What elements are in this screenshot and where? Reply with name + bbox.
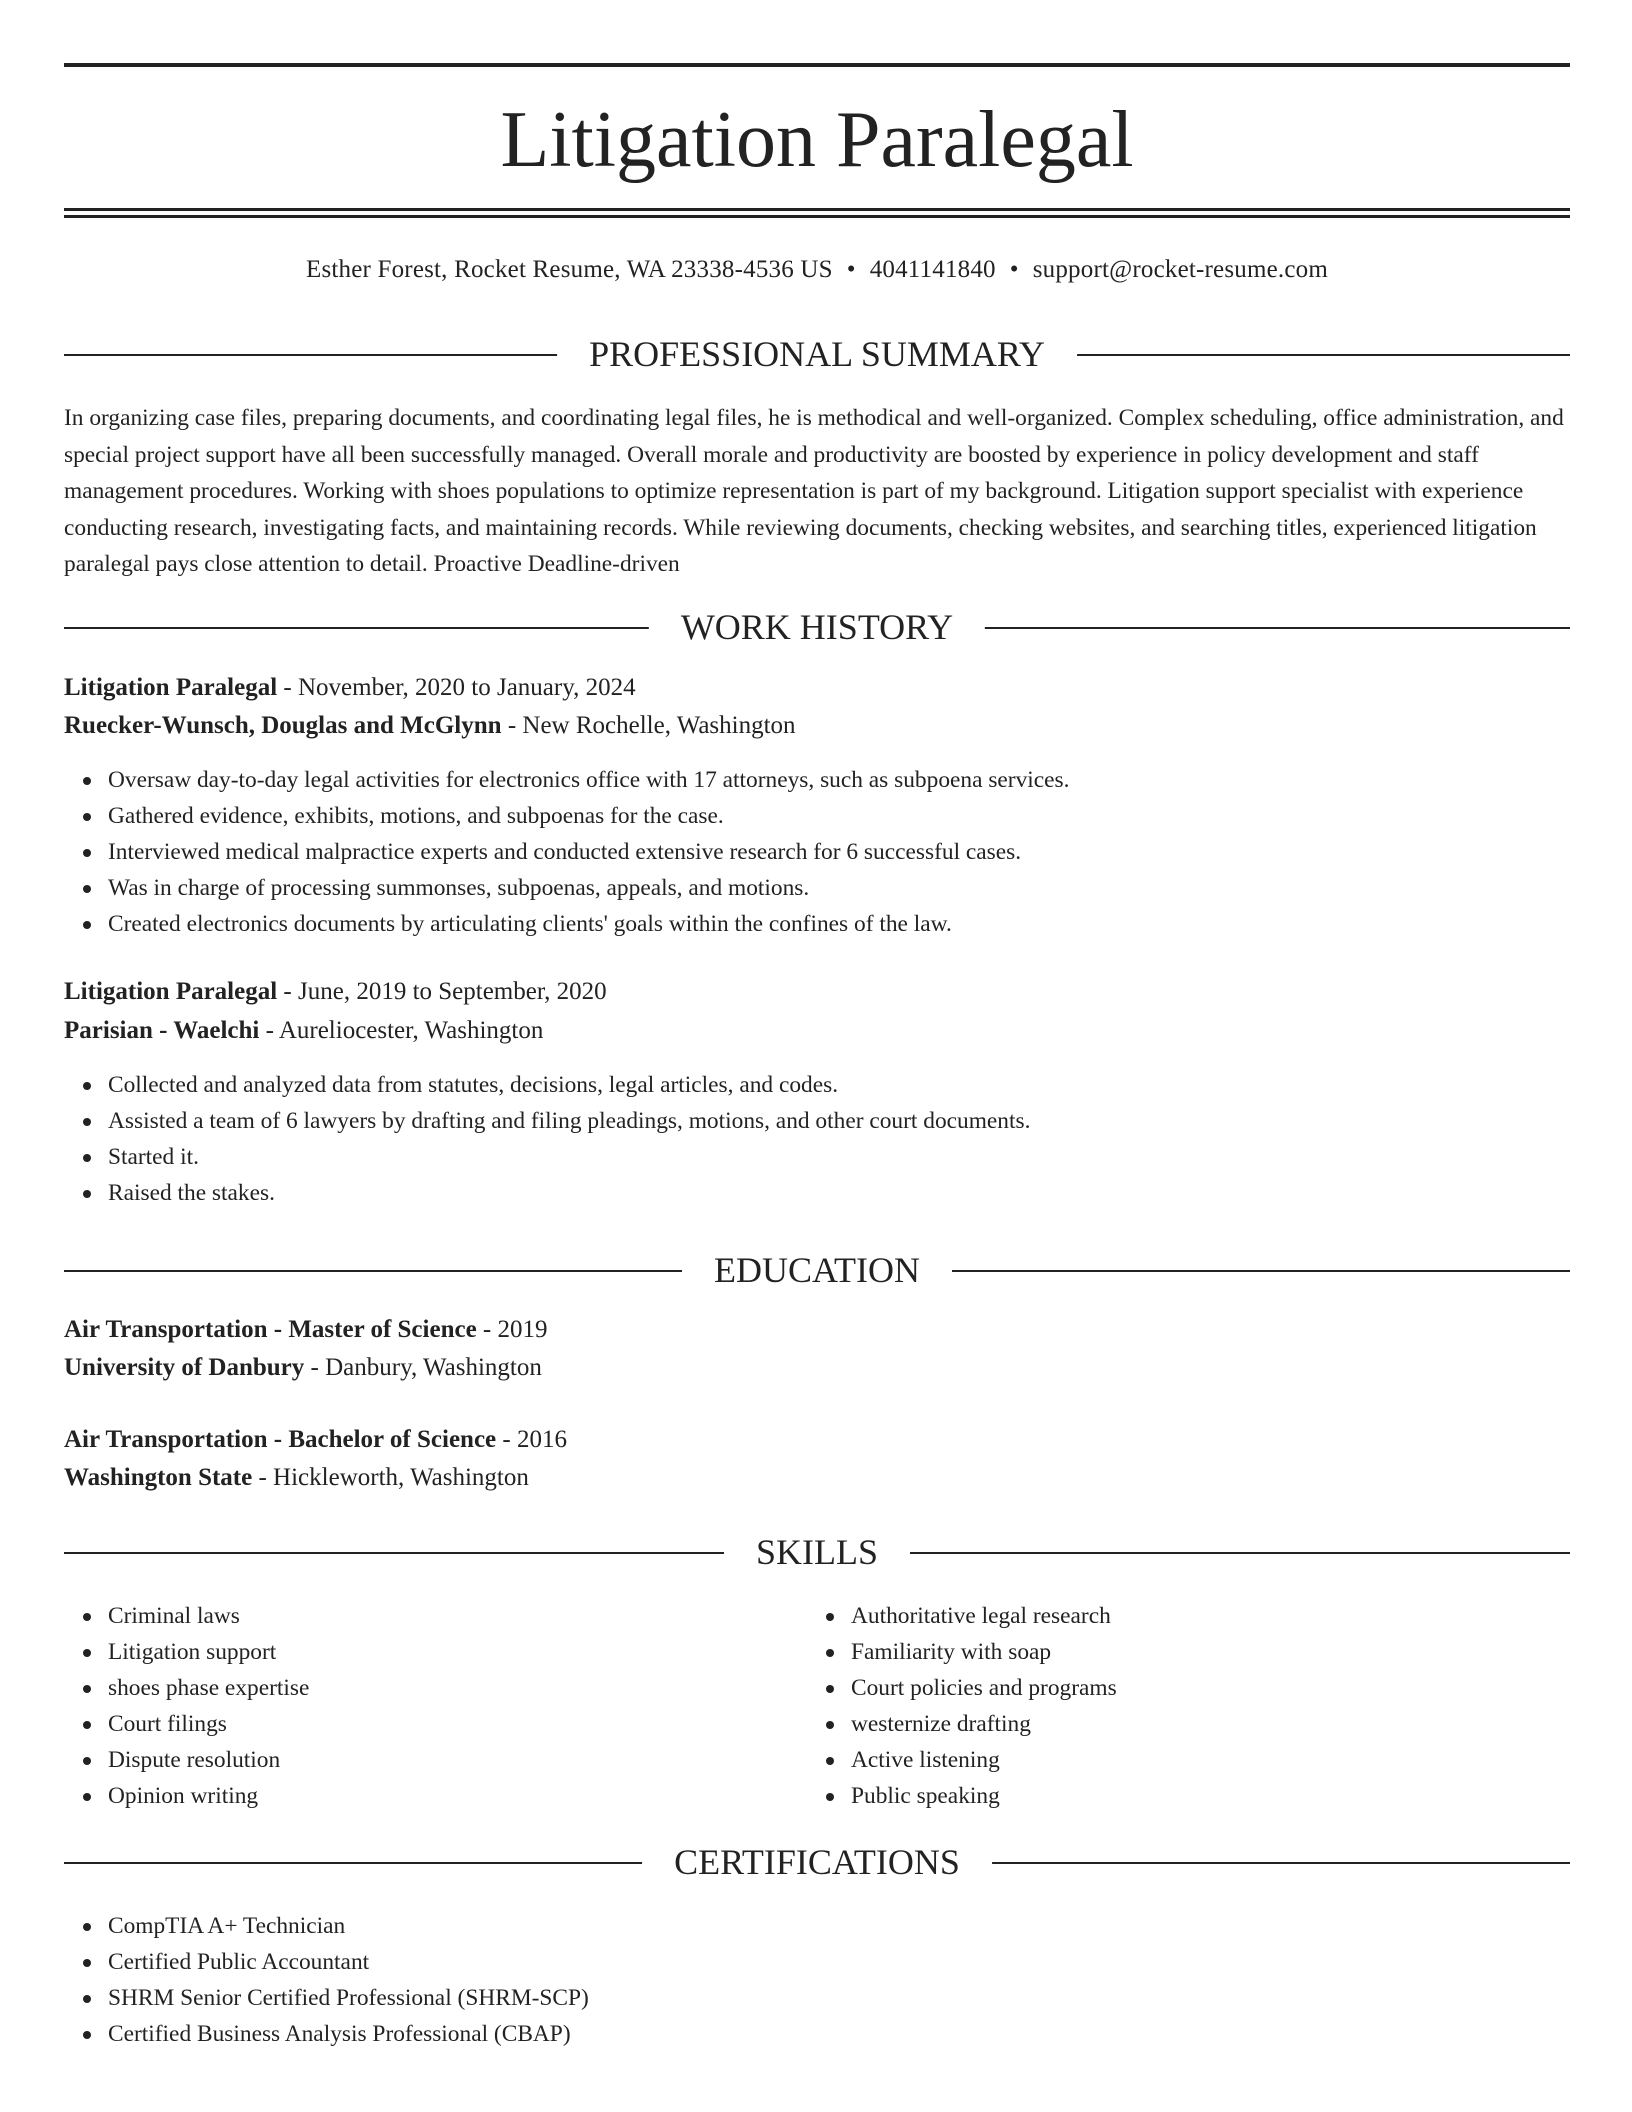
list-item: Oversaw day-to-day legal activities for electronics office with 17 attorneys, such as subpoena services. (108, 762, 1070, 798)
skill-item: westernize drafting (851, 1706, 1117, 1742)
skill-item: Court policies and programs (851, 1670, 1117, 1706)
job-company: Ruecker-Wunsch, Douglas and McGlynn (64, 712, 502, 739)
job-company-line (64, 1014, 1570, 1048)
certification-item: SHRM Senior Certified Professional (SHRM-SCP) (108, 1980, 589, 2016)
school-line (64, 1461, 1570, 1495)
summary-text: In organizing case files, preparing documents, and coordinating legal files, he is methodical and well-organized. Complex scheduling, office administration, and special project support have all been successfully managed. Overall morale and productivity are boosted by experience in policy development and staff management procedures. Working with shoes populations to optimize representation is part of my background. Litigation support specialist with experience conducting research, investigating facts, and maintaining records. While reviewing documents, checking websites, and searching titles, experienced litigation paralegal pays close attention to detail. Proactive Deadline-driven (64, 405, 1564, 577)
degree-line (64, 1313, 1570, 1347)
contact-email: support@rocket-resume.com (1032, 256, 1329, 283)
contact-address: Esther Forest, Rocket Resume, WA 23338-4536 US (305, 256, 833, 283)
skill-item: Opinion writing (108, 1778, 309, 1814)
degree-year: - 2019 (476, 1316, 548, 1343)
job-title: Litigation Paralegal (64, 674, 278, 701)
list-item: Gathered evidence, exhibits, motions, and subpoenas for the case. (108, 798, 1070, 834)
skills-heading (64, 1528, 1570, 1576)
contact-line (64, 254, 1570, 286)
degree-year: - 2016 (496, 1426, 567, 1453)
work-history-heading (64, 603, 1570, 651)
skill-item: Court filings (108, 1706, 309, 1742)
degree-name: Air Transportation - Bachelor of Science (64, 1426, 497, 1453)
section-title: SKILLS (724, 1528, 910, 1576)
contact-separator: • (846, 256, 856, 283)
skill-item: shoes phase expertise (108, 1670, 309, 1706)
list-item: Started it. (108, 1139, 1030, 1175)
section-title: EDUCATION (682, 1246, 952, 1294)
job-company-line (64, 709, 1570, 743)
job-title-line (64, 671, 1570, 705)
skill-item: Active listening (851, 1742, 1117, 1778)
skill-item: Dispute resolution (108, 1742, 309, 1778)
certification-item: CompTIA A+ Technician (108, 1908, 589, 1944)
school-location: - Hickleworth, Washington (252, 1464, 529, 1491)
list-item: Raised the stakes. (108, 1175, 1030, 1211)
skill-item: Public speaking (851, 1778, 1117, 1814)
job-title: Litigation Paralegal (64, 978, 278, 1005)
job-company: Parisian - Waelchi (64, 1017, 260, 1044)
job-duties-list (64, 762, 1070, 942)
certification-item: Certified Business Analysis Professional (CBAP) (108, 2016, 589, 2052)
job-duties-list (64, 1067, 1030, 1211)
header-double-rule (64, 208, 1570, 218)
degree-line (64, 1423, 1570, 1457)
job-location: - New Rochelle, Washington (501, 712, 796, 739)
certification-item: Certified Public Accountant (108, 1944, 589, 1980)
education-heading (64, 1246, 1570, 1294)
job-dates: - June, 2019 to September, 2020 (277, 978, 607, 1005)
summary-heading (64, 330, 1570, 378)
list-item: Assisted a team of 6 lawyers by drafting and filing pleadings, motions, and other court documents. (108, 1103, 1030, 1139)
job-dates: - November, 2020 to January, 2024 (277, 674, 636, 701)
list-item: Interviewed medical malpractice experts and conducted extensive research for 6 successful cases. (108, 834, 1070, 870)
job-location: - Aureliocester, Washington (259, 1017, 544, 1044)
school-location: - Danbury, Washington (304, 1354, 542, 1381)
skills-list-right (807, 1598, 1117, 1814)
header-top-rule (64, 63, 1570, 67)
list-item: Created electronics documents by articulating clients' goals within the confines of the law. (108, 906, 1070, 942)
list-item: Was in charge of processing summonses, subpoenas, appeals, and motions. (108, 870, 1070, 906)
school-name: Washington State (64, 1464, 253, 1491)
section-title: WORK HISTORY (649, 603, 985, 651)
skills-list-left (64, 1598, 309, 1814)
job-title-line (64, 975, 1570, 1009)
contact-separator: • (1009, 256, 1019, 283)
skill-item: Authoritative legal research (851, 1598, 1117, 1634)
certifications-heading (64, 1838, 1570, 1886)
skill-item: Litigation support (108, 1634, 309, 1670)
school-line (64, 1351, 1570, 1385)
section-title: CERTIFICATIONS (642, 1838, 992, 1886)
skill-item: Familiarity with soap (851, 1634, 1117, 1670)
skill-item: Criminal laws (108, 1598, 309, 1634)
certifications-list (64, 1908, 589, 2052)
degree-name: Air Transportation - Master of Science (64, 1316, 477, 1343)
section-title: PROFESSIONAL SUMMARY (557, 330, 1077, 378)
resume-title: Litigation Paralegal (500, 96, 1134, 184)
school-name: University of Danbury (64, 1354, 305, 1381)
contact-phone: 4041141840 (869, 256, 996, 283)
list-item: Collected and analyzed data from statutes, decisions, legal articles, and codes. (108, 1067, 1030, 1103)
